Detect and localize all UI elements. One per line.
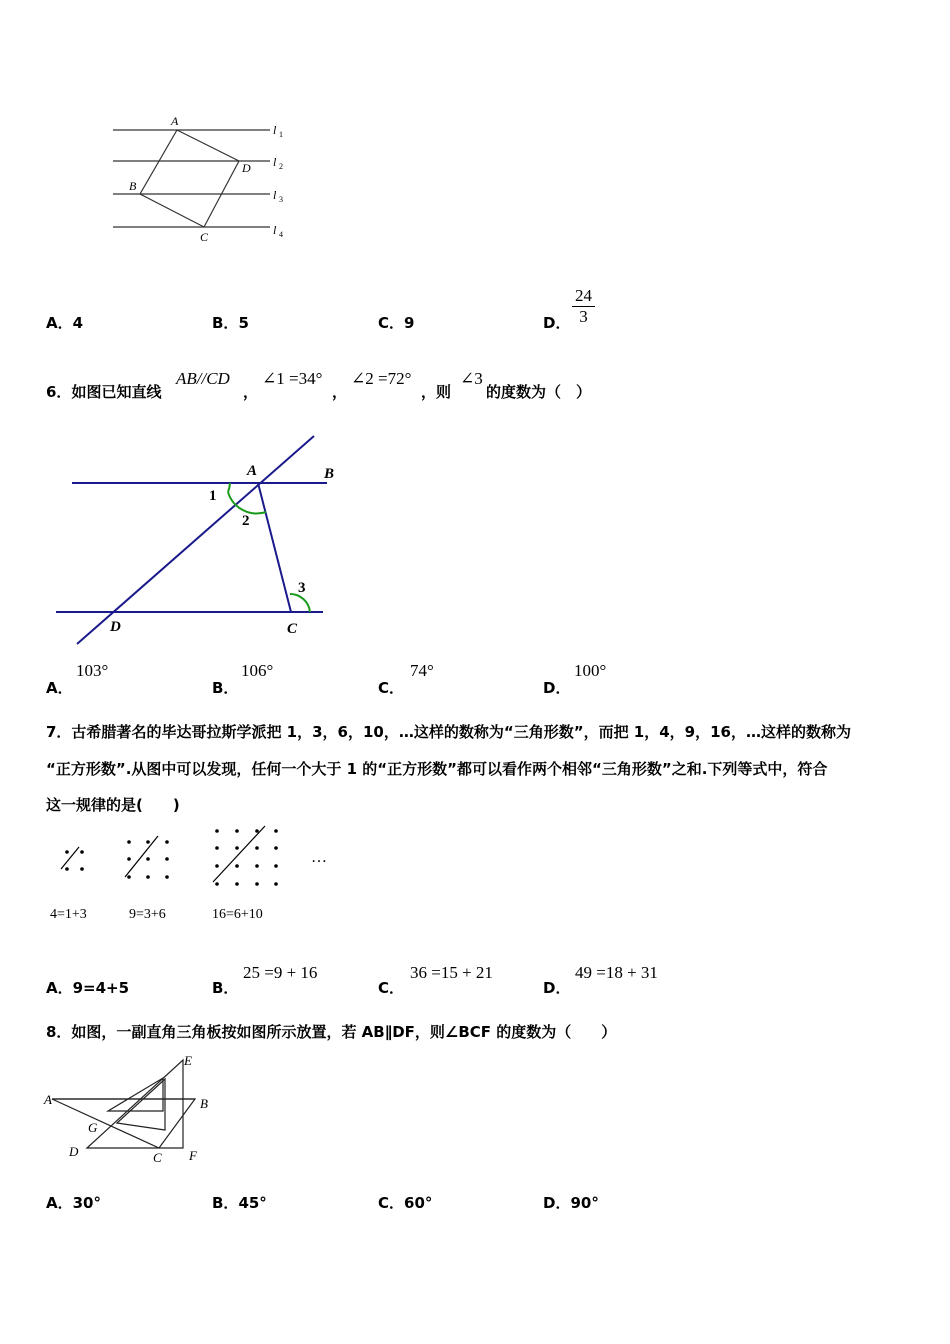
- q6-label-b: B: [324, 466, 335, 482]
- q7-line2: “正方形数”.从图中可以发现，任何一个大于 1 的“正方形数”都可以看作两个相邻“三角形数”之和.下列等式中，符合: [46, 760, 828, 778]
- q7-option-d[interactable]: D．: [543, 979, 571, 997]
- q5-option-c[interactable]: C．9: [378, 314, 415, 332]
- q5-label-l4: l: [273, 223, 277, 237]
- svg-text:3: 3: [279, 195, 283, 204]
- q5-option-d[interactable]: D．: [543, 314, 571, 332]
- q6-label-a: A: [247, 463, 258, 479]
- q8-label-f: F: [189, 1148, 197, 1163]
- svg-text:2: 2: [279, 162, 283, 171]
- q5-option-b[interactable]: B．5: [212, 314, 249, 332]
- q8-stem: 8．如图，一副直角三角板按如图所示放置，若 AB∥DF，则∠BCF 的度数为（ ）: [46, 1023, 617, 1041]
- q6-stem: 6．如图已知直线: [46, 383, 162, 401]
- q6-angle-1: 1: [209, 488, 217, 504]
- q8-label-e: E: [184, 1053, 192, 1068]
- q5-label-b: B: [129, 179, 137, 193]
- q7-ellipsis: …: [311, 849, 327, 866]
- q5-label-l2: l: [273, 155, 277, 169]
- q8-option-b[interactable]: B．45°: [212, 1194, 267, 1212]
- q6-option-a[interactable]: A．: [46, 679, 73, 697]
- q6-figure: [50, 430, 350, 650]
- q5-label-d: D: [242, 161, 251, 175]
- q6-option-d[interactable]: D．: [543, 679, 571, 697]
- q5-label-a: A: [171, 114, 179, 128]
- q6-angle-3: 3: [298, 580, 306, 596]
- q7-option-c[interactable]: C．: [378, 979, 405, 997]
- q6-math-angle1: ∠1 =34°: [262, 369, 323, 388]
- q7-dot-figure: [45, 822, 345, 932]
- q6-math-ab-cd: AB//CD: [176, 369, 230, 388]
- q8-figure: [42, 1050, 232, 1170]
- q5-label-l1: l: [273, 123, 277, 137]
- q6-option-b[interactable]: B．: [212, 679, 239, 697]
- q7-option-a[interactable]: A．9=4+5: [46, 979, 130, 997]
- q7-option-b[interactable]: B．: [212, 979, 239, 997]
- q8-option-c[interactable]: C．60°: [378, 1194, 433, 1212]
- q5-option-d-fraction: $\frac{24}{3}$: [572, 286, 595, 327]
- q7-caption-3: 16=6+10: [212, 907, 263, 922]
- q7-line1: 7．古希腊著名的毕达哥拉斯学派把 1，3，6，10，…这样的数称为“三角形数”，而把 1，4，9，16，…这样的数称为: [46, 723, 851, 741]
- q7-line3: 这一规律的是( ): [46, 796, 180, 814]
- svg-text:4: 4: [279, 230, 283, 239]
- q8-label-d: D: [69, 1144, 79, 1159]
- q5-label-l3: l: [273, 188, 277, 202]
- q8-label-b: B: [200, 1096, 208, 1111]
- q7-caption-2: 9=3+6: [129, 907, 166, 922]
- q6-math-angle2: ∠2 =72°: [351, 369, 412, 388]
- q6-label-c: C: [287, 621, 298, 637]
- q6-option-c[interactable]: C．: [378, 679, 405, 697]
- q5-figure: [105, 110, 305, 250]
- q8-option-a[interactable]: A．30°: [46, 1194, 101, 1212]
- q8-option-d[interactable]: D．90°: [543, 1194, 599, 1212]
- q8-label-g: G: [88, 1120, 98, 1135]
- q6-label-d: D: [110, 619, 121, 635]
- q8-label-a: A: [44, 1092, 52, 1107]
- q6-angle-2: 2: [242, 513, 250, 529]
- q7-caption-1: 4=1+3: [50, 907, 87, 922]
- q8-label-c: C: [153, 1150, 162, 1165]
- q6-math-angle3: ∠3: [460, 369, 483, 388]
- svg-text:1: 1: [279, 130, 283, 139]
- q5-label-c: C: [200, 230, 209, 244]
- q5-option-a[interactable]: A．4: [46, 314, 84, 332]
